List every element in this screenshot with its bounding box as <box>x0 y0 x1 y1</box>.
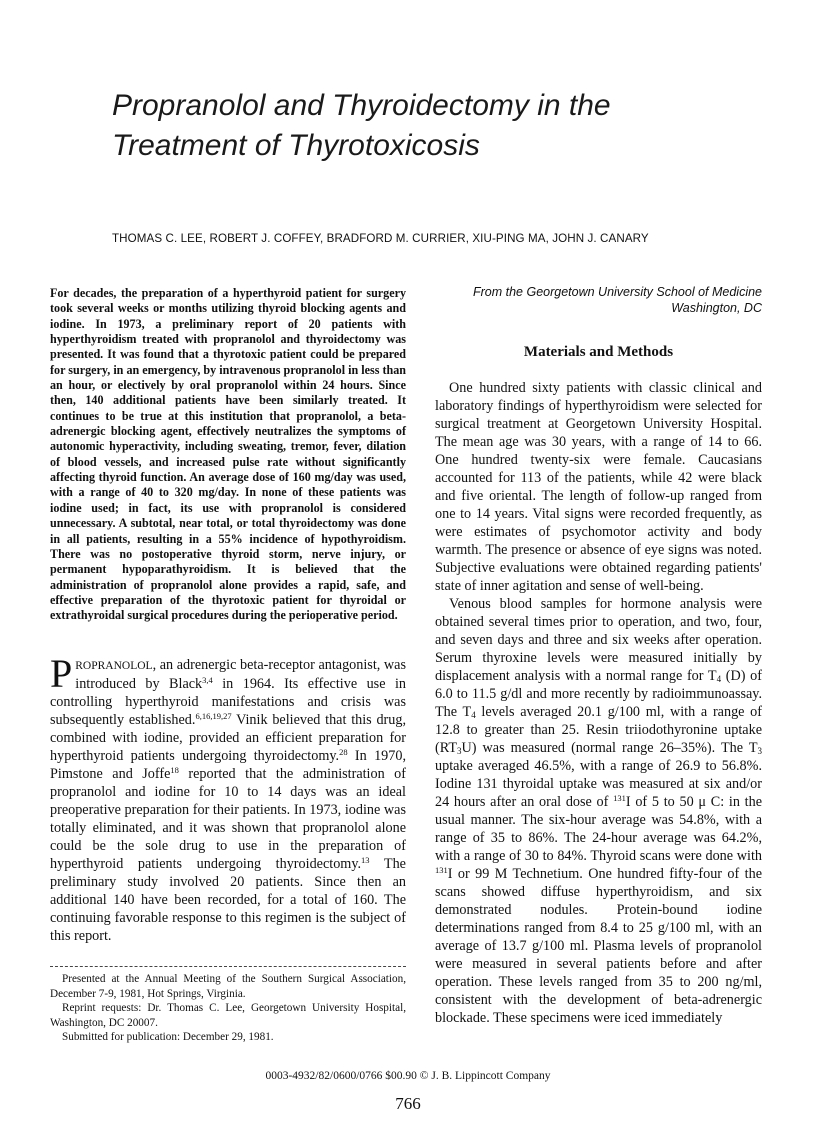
page-number: 766 <box>395 1094 421 1113</box>
citation: 6,16,19,27 <box>195 711 232 721</box>
footnote-reprint: Reprint requests: Dr. Thomas C. Lee, Georgetown University Hospital, Washington, DC 20007. <box>50 1002 406 1029</box>
superscript: 131 <box>435 865 448 875</box>
affiliation-location: Washington, DC <box>671 301 762 315</box>
citation: 28 <box>339 747 348 757</box>
intro-text: In 1970, Pimstone and Joffe <box>50 748 406 782</box>
footnote-divider <box>50 966 406 967</box>
methods-paragraph: One hundred sixty patients with classic clinical and laboratory findings of hyperthyroidism were selected for surgical treatment at Georgetown University Hospital. The mean age was 30 years, with a range of 14 to 66. One hundred twenty-six were female. Caucasians accounted for 113 of the patients, while 42 were black and five oriental. The length of follow-up ranged from one to 14 years. Vital signs were recorded frequently, as were estimates of psychomotor activity and body warmth. The presence or absence of eye signs was noted. Subjective evaluations were obtained regarding patients' state of inner agitation and sense of well-being. <box>435 380 762 594</box>
subscript: 3 <box>757 746 762 756</box>
methods-column <box>435 379 762 1027</box>
methods-paragraph <box>435 595 762 1027</box>
author-list: THOMAS C. LEE, ROBERT J. COFFEY, BRADFORD M. CURRIER, XIU-PING MA, JOHN J. CANARY <box>112 232 649 245</box>
footnotes <box>50 972 406 1045</box>
intro-text: in 1964. Its effective use in controlling hyperthyroid manifestations and crisis was subsequently established. <box>50 676 407 728</box>
intro-column <box>50 651 407 945</box>
citation: 13 <box>361 855 370 865</box>
citation: 3,4 <box>202 675 213 685</box>
intro-text: reported that the administration of propranolol and iodine for 10 to 14 days was an ideal preoperative preparation for their patients. In 1973, iodine was totally eliminated, and it was shown that propranolol alone could be the sole drug to use in the preparation of hyperthyroid patients undergoing thyroidectomy. <box>50 766 406 872</box>
article-title: Propranolol and Thyroidectomy in the Treatment of Thyrotoxicosis <box>112 89 611 162</box>
methods-text: Venous blood samples for hormone analysis were obtained several times prior to operation, and two, four, and seven days and three and six weeks after operation. Serum thyroxine levels were measured initially by displacement analysis with a normal range for T <box>435 596 762 684</box>
superscript: 131 <box>613 793 626 803</box>
affiliation <box>430 284 762 316</box>
methods-text: I of 5 to 50 μ C: in the usual manner. The six-hour average was 54.8%, with a range of 35 to 86%. The 24-hour average was 64.2%, with a range of 30 to 84%. Thyroid scans were done with <box>435 794 762 864</box>
methods-text: levels averaged 20.1 g/100 ml, with a range of 12.8 to greater than 25. Resin triiodothyronine uptake (RT <box>435 704 763 756</box>
section-heading: Materials and Methods <box>523 344 674 360</box>
intro-text: The preliminary study involved 20 patients. Since then an additional 140 have been recorded, for a total of 160. The continuing favorable response to this regimen is the subject of this report. <box>50 856 406 944</box>
subscript: 3 <box>457 746 462 756</box>
intro-smallcaps: ROPRANOLOL <box>75 660 153 672</box>
issn-copyright-line: 0003-4932/82/0600/0766 $00.90 © J. B. Lippincott Company <box>265 1070 551 1082</box>
subscript: 4 <box>471 710 476 720</box>
intro-text: , an adrenergic beta-receptor antagonist, was introduced by Black <box>75 657 406 692</box>
methods-text: uptake averaged 46.5%, with a range of 26.9 to 56.8%. Iodine 131 thyroidal uptake was measured at six and/or 24 hours after an oral dose of <box>435 758 762 810</box>
methods-text: (D) of 6.0 to 11.5 g/dl and more recently by radioimmunoassay. The T <box>435 668 762 720</box>
intro-paragraph <box>50 651 407 945</box>
citation: 18 <box>170 765 179 775</box>
abstract: For decades, the preparation of a hyperthyroid patient for surgery took several weeks or months utilizing thyroid blocking agents and iodine. In 1973, a preliminary report of 20 patients with hyperthyroidism treated with propranolol and thyroidectomy was presented. It was found that a thyrotoxic patient could be prepared for surgery, in an emergency, by intravenous propranolol in less than an hour, or electively by oral propranolol within 24 hours. Since then, 140 additional patients have been similarly treated. It continues to be true at this institution that propranolol, a beta-adrenergic blocking agent, effectively neutralizes the symptoms of autonomic hyperactivity, including sweating, tremor, fever, dilation of blood vessels, and increased pulse rate without significantly affecting thyroid function. An average dose of 160 mg/day was used, with a range of 40 to 320 mg/day. In none of these patients was iodine used; in fact, its use with propranolol is considered unnecessary. A subtotal, near total, or total thyroidectomy was done in all patients, resulting in a 55% incidence of hypothyroidism. There was no postoperative thyroid storm, nerve injury, or permanent hypoparathyroidism. It is believed that the administration of propranolol alone provides a rapid, safe, and effective preparation of the thyrotoxic patient for thyroidal or extrathyroidal surgical procedures during the perioperative period. <box>50 286 406 623</box>
subscript: 4 <box>716 674 722 684</box>
drop-cap: P <box>50 651 73 696</box>
methods-text: U) was measured (normal range 26–35%). The T <box>461 740 758 756</box>
affiliation-institution: From the Georgetown University School of Medicine <box>472 285 762 299</box>
footnote-submitted: Submitted for publication: December 29, 1981. <box>62 1031 274 1043</box>
methods-text: I or 99 M Technetium. One hundred fifty-four of the scans showed diffuse hyperthyroidism, and six demonstrated nodules. Protein-bound iodine determinations ranged from 8.4 to 25 g/100 ml, with an average of 13.7 g/100 ml. Plasma levels of propranolol were measured in several patients before and after operation. These levels ranged from 35 to 200 ng/ml, consistent with the development of beta-adrenergic blockade. These specimens were iced immediately <box>435 866 762 1026</box>
footnote-presented: Presented at the Annual Meeting of the Southern Surgical Association, December 7-9, 1981, Hot Springs, Virginia. <box>50 973 406 1000</box>
intro-text: Vinik believed that this drug, combined with iodine, provided an efficient preparation for hyperthyroid patients undergoing thyroidectomy. <box>50 712 407 764</box>
